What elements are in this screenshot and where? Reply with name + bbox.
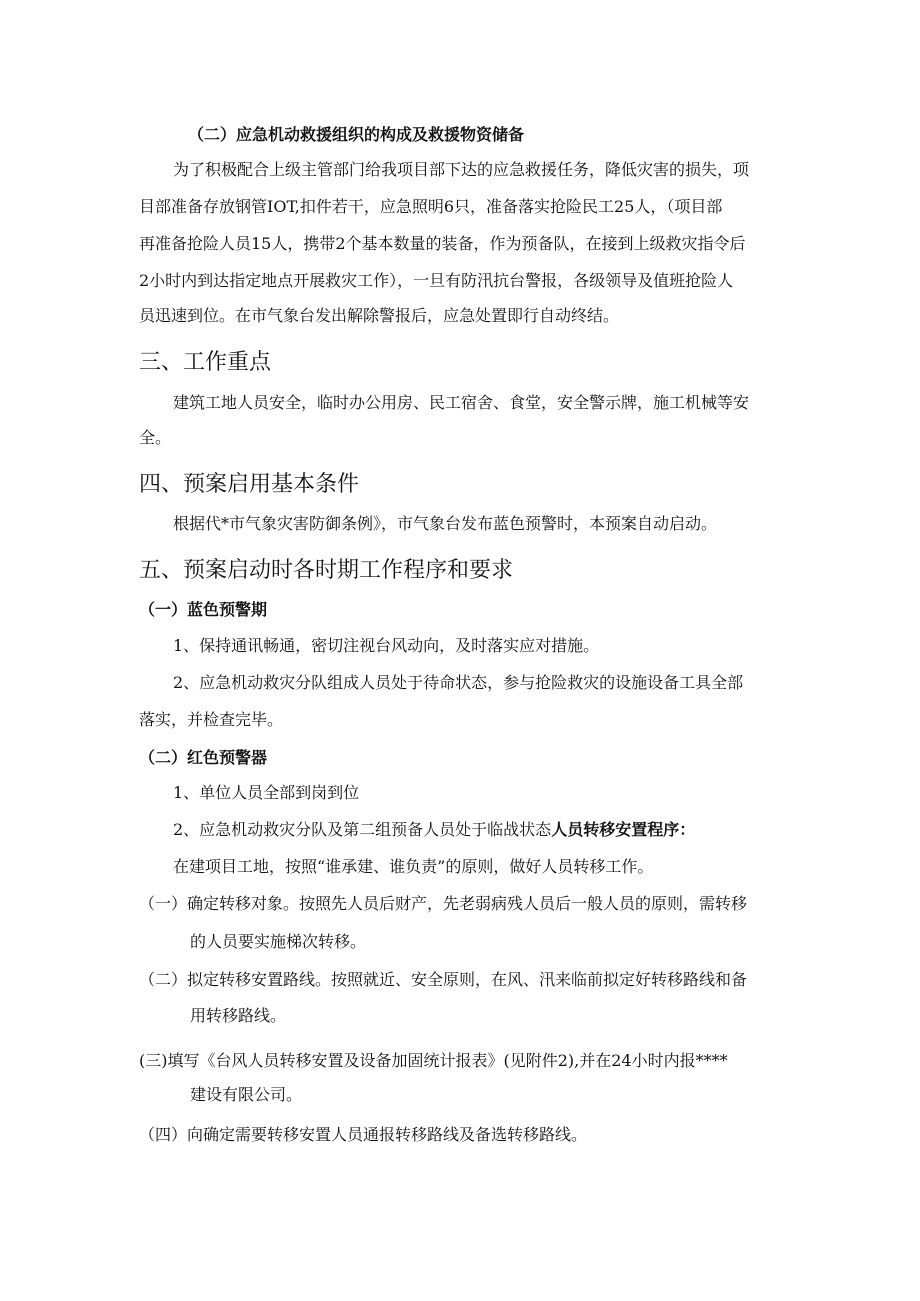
list-item-first-line: （二）拟定转移安置路线。按照就近、安全原则，在风、汛来临前拟定好转移路线和备 [139,970,748,989]
paragraph-line: 建筑工地人员安全，临时办公用房、民工宿舍、食堂，安全警示牌，施工机械等安 [173,393,750,412]
list-item-first-line: （一）确定转移对象。按照先人员后财产，先老弱病残人员后一般人员的原则，需转移 [139,894,748,913]
list-item-continuation: 用转移路线。 [190,1006,287,1025]
heading-work-focus: 三、工作重点 [139,350,272,375]
paragraph-line-text: 2、应急机动救灾分队及第二组预备人员处于临战状态 [173,820,552,839]
paragraph-line: 1、保持通讯畅通，密切注视台风动向，及时落实应对措施。 [173,636,600,655]
paragraph-line: 员迅速到位。在市气象台发出解除警报后，应急处置即行自动终结。 [139,306,620,325]
heading-work-procedures: 五、预案启动时各时期工作程序和要求 [139,558,514,583]
paragraph-line: 2小时内到达指定地点开展救灾工作），一旦有防汛抗台警报，各级领导及值班抢险人 [139,271,734,290]
paragraph-line: 2、应急机动救灾分队组成人员处于待命状态，参与抢险救灾的设施设备工具全部 [173,673,744,692]
paragraph-line: 在建项目工地，按照“谁承建、谁负责”的原则，做好人员转移工作。 [173,857,654,876]
bold-heading-relocation-procedure: 人员转移安置程序： [551,820,696,839]
paragraph-line: 1、单位人员全部到岗到位 [173,783,360,802]
paragraph-line: 根据代*市气象灾害防御条例》，市气象台发布蓝色预警时，本预案自动启动。 [173,514,718,533]
subheading-blue-warning: （一）蓝色预警期 [139,600,268,619]
heading-activation-conditions: 四、预案启用基本条件 [139,472,360,497]
paragraph-line: 目部准备存放钢管IOT,扣件若干，应急照明6只，准备落实抢险民工25人，（项目部 [139,197,723,216]
subheading-red-warning: （二）红色预警器 [139,748,268,767]
list-item-first-line: （四）向确定需要转移安置人员通报转移路线及备选转移路线。 [139,1125,588,1144]
list-item-first-line: (三)填写《台风人员转移安置及设备加固统计报表》(见附件2),并在24小时内报**** [139,1051,728,1070]
paragraph-line: 再准备抢险人员15人，携带2个基本数量的装备，作为预备队，在接到上级救灾指令后 [139,234,746,253]
list-item-continuation: 的人员要实施梯次转移。 [190,932,367,951]
paragraph-line [173,819,695,841]
section-subtitle-emergency-organization: （二）应急机动救援组织的构成及救援物资储备 [188,125,525,144]
paragraph-line: 全。 [139,428,172,447]
paragraph-line: 为了积极配合上级主管部门给我项目部下达的应急救援任务，降低灾害的损失，项 [173,160,750,179]
paragraph-line: 落实，并检查完毕。 [139,710,284,729]
list-item-continuation: 建设有限公司。 [190,1085,303,1104]
